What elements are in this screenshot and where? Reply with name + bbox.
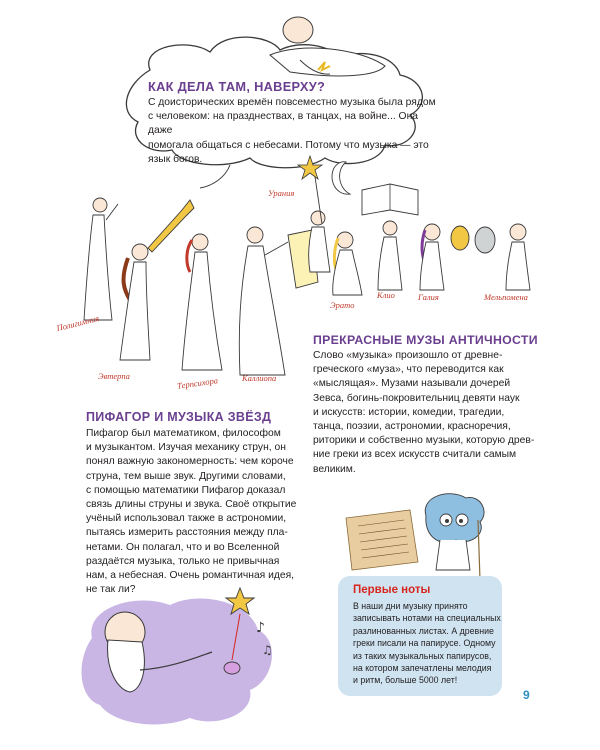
label-calliope: Каллиопа <box>242 373 277 383</box>
muse-euterpe <box>120 200 194 360</box>
text-line: на котором запечатлены мелодия <box>353 663 492 674</box>
text-line: пытаясь измерить расстояния между пла- <box>86 527 288 539</box>
text-line: «мыслящая». Музами называли дочерей <box>313 378 511 390</box>
text-line: риторики и собственно музыки, которую древ- <box>313 435 535 447</box>
text-line: греческого «муза», что переводится как <box>313 364 504 376</box>
muses-title: ПРЕКРАСНЫЕ МУЗЫ АНТИЧНОСТИ <box>313 333 538 347</box>
horn-icon <box>148 200 194 252</box>
comedy-mask-icon <box>451 226 469 250</box>
music-note-icon: ♪ <box>256 620 265 636</box>
first-notes-box <box>338 576 502 696</box>
label-terpsichore: Терпсихора <box>176 375 219 391</box>
god-head <box>283 17 313 43</box>
text-line: ние греки из всех искусств считали самым <box>313 449 517 461</box>
muse-thalia <box>420 224 469 290</box>
label-euterpe: Эвтерпа <box>98 371 130 381</box>
text-line: великим. <box>313 463 356 475</box>
god-body <box>270 48 385 76</box>
scholar-character <box>425 494 484 580</box>
pythagoras-illustration <box>0 580 600 740</box>
text-line: и ритм, больше 5000 лет! <box>353 675 458 686</box>
text-line: Пифагор был математиком, философом <box>86 428 281 439</box>
muse-polyhymnia <box>84 198 118 320</box>
text-line: нам, а небесная. Очень романтичная идея, <box>86 570 295 582</box>
label-erato: Эрато <box>330 300 355 310</box>
pythagoras-text <box>86 427 311 597</box>
text-line: струна, тем выше звук. Другими словами, <box>86 470 286 482</box>
muse-melpomene <box>475 224 530 290</box>
text-line: понял важную закономерность: чем короче <box>86 456 294 468</box>
text-line: нетами. Он полагал, что и во Вселенной <box>86 541 280 553</box>
label-clio: Клио <box>377 290 395 300</box>
star-icon <box>298 156 322 179</box>
label-thalia: Галия <box>418 292 439 302</box>
text-line: связь длины струны и звука. Своё открытие <box>86 499 297 511</box>
sky-text <box>148 96 438 167</box>
text-line: язык богов. <box>148 153 203 165</box>
text-line: разлинованных листах. А древние <box>353 625 494 636</box>
text-line: помогала общаться с небесами. Потому что музыка — это <box>148 139 429 151</box>
papyrus-icon <box>346 510 418 570</box>
first-notes-text <box>353 600 503 687</box>
tragedy-mask-icon <box>475 227 495 253</box>
page-number: 9 <box>523 688 530 702</box>
muse-erato <box>333 232 362 295</box>
muses-illustration <box>0 160 600 380</box>
label-melpomene: Мельпомена <box>484 292 528 302</box>
text-line: танца, поэзии, астрономии, красноречия, <box>313 421 511 433</box>
pythagoras-title: ПИФАГОР И МУЗЫКА ЗВЁЗД <box>86 410 272 424</box>
music-note-icon: ♫ <box>262 643 273 657</box>
first-notes-title: Первые ноты <box>353 584 431 596</box>
text-line: и музыкантом. Изучая механику струн, он <box>86 442 286 454</box>
planet-icon <box>224 662 240 674</box>
text-line: С доисторических времён повсеместно музыка была рядом <box>148 97 436 108</box>
text-line: из таких музыкальных папирусов, <box>353 650 492 661</box>
text-line: и искусств: истории, комедии, трагедии, <box>313 406 505 418</box>
sky-title: КАК ДЕЛА ТАМ, НАВЕРХУ? <box>148 79 326 94</box>
label-urania: Урания <box>268 188 295 198</box>
text-line: не так ли? <box>86 584 136 596</box>
text-line: с помощью математики Пифагор доказал <box>86 484 286 496</box>
text-line: записывать нотами на специальных <box>353 613 501 624</box>
muse-terpsichore <box>182 234 222 370</box>
text-line: Зевса, богинь-покровительниц девяти наук <box>313 392 520 404</box>
label-polyhymnia: Полигимния <box>55 312 101 334</box>
muse-calliope <box>239 227 318 375</box>
papyrus-illustration <box>340 490 540 590</box>
text-line: с человеком: на празднествах, в танцах, на войне... Она даже <box>148 111 418 137</box>
text-line: В наши дни музыку принято <box>353 601 468 611</box>
text-line: учёный использовал также в астрономии, <box>86 513 287 525</box>
moon-icon <box>332 162 350 194</box>
muse-clio <box>362 184 418 290</box>
text-line: Слово «музыка» произошло от древне- <box>313 350 503 361</box>
muses-text <box>313 349 558 477</box>
text-line: раздаётся музыка, только не привычная <box>86 555 280 567</box>
text-line: греки писали на папирусе. Одному <box>353 638 496 649</box>
